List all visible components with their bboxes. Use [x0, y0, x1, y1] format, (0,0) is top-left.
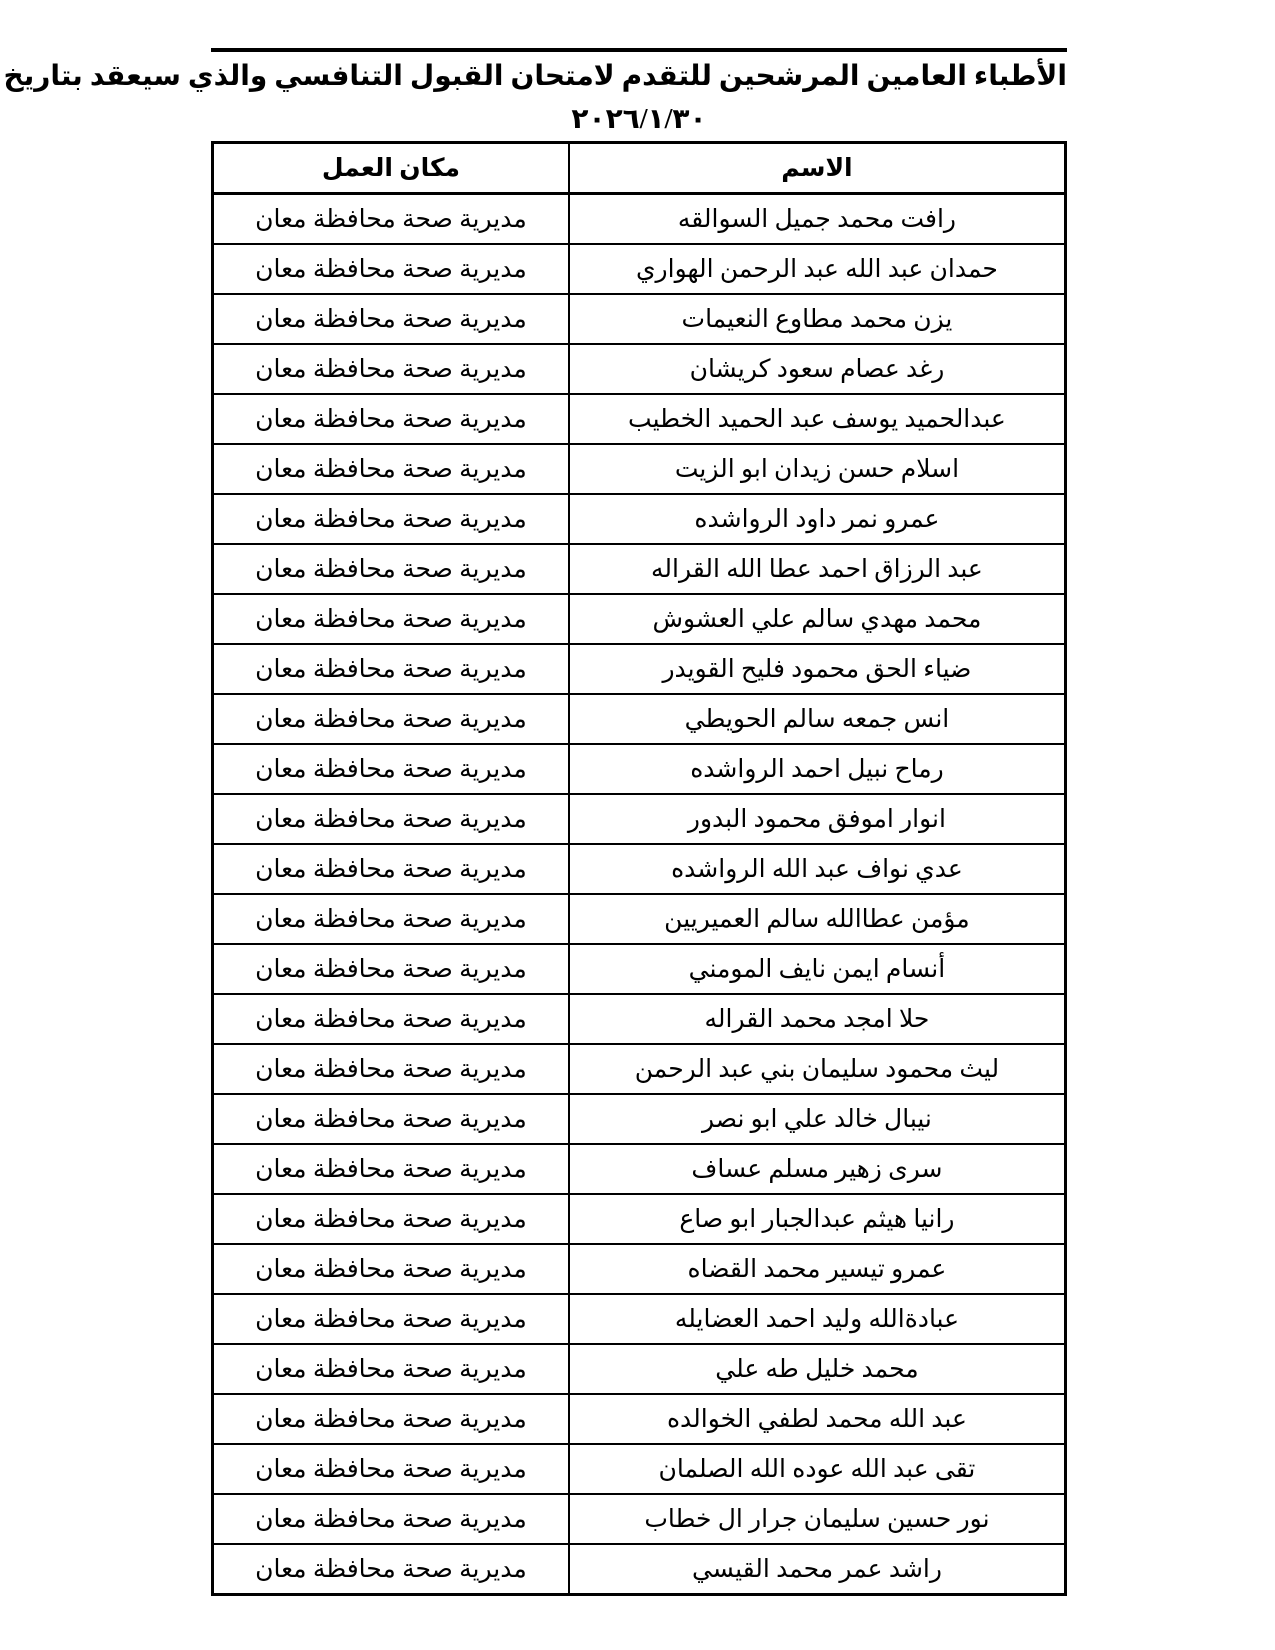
candidate-name-cell: محمد مهدي سالم علي العشوش [569, 594, 1066, 644]
table-row [213, 1494, 1066, 1544]
workplace-cell: مديرية صحة محافظة معان [213, 394, 569, 444]
workplace-cell: مديرية صحة محافظة معان [213, 744, 569, 794]
workplace-cell: مديرية صحة محافظة معان [213, 944, 569, 994]
table-header-row [213, 143, 1066, 194]
workplace-cell: مديرية صحة محافظة معان [213, 344, 569, 394]
candidate-name-cell: راشد عمر محمد القيسي [569, 1544, 1066, 1595]
candidate-name-cell: ليث محمود سليمان بني عبد الرحمن [569, 1044, 1066, 1094]
document-exam-date: ٢٠٢٦/١/٣٠ [571, 104, 707, 135]
candidate-name-cell: عبدالحميد يوسف عبد الحميد الخطيب [569, 394, 1066, 444]
workplace-cell: مديرية صحة محافظة معان [213, 1494, 569, 1544]
candidate-name-cell: عدي نواف عبد الله الرواشده [569, 844, 1066, 894]
workplace-cell: مديرية صحة محافظة معان [213, 894, 569, 944]
candidate-name-cell: عمرو نمر داود الرواشده [569, 494, 1066, 544]
workplace-cell: مديرية صحة محافظة معان [213, 544, 569, 594]
table-row [213, 1394, 1066, 1444]
candidate-name-cell: محمد خليل طه علي [569, 1344, 1066, 1394]
candidate-name-cell: ضياء الحق محمود فليح القويدر [569, 644, 1066, 694]
table-head [213, 143, 1066, 194]
candidate-name-cell: عبد الرزاق احمد عطا الله القراله [569, 544, 1066, 594]
table-row [213, 1094, 1066, 1144]
candidate-name-cell: نيبال خالد علي ابو نصر [569, 1094, 1066, 1144]
candidate-name-cell: نور حسين سليمان جرار ال خطاب [569, 1494, 1066, 1544]
table-row [213, 894, 1066, 944]
table-row [213, 1444, 1066, 1494]
candidate-name-cell: حلا امجد محمد القراله [569, 994, 1066, 1044]
table-row [213, 1344, 1066, 1394]
table-row [213, 344, 1066, 394]
table-row [213, 844, 1066, 894]
workplace-cell: مديرية صحة محافظة معان [213, 1344, 569, 1394]
table-row [213, 994, 1066, 1044]
candidate-name-cell: رماح نبيل احمد الرواشده [569, 744, 1066, 794]
workplace-cell: مديرية صحة محافظة معان [213, 1294, 569, 1344]
workplace-cell: مديرية صحة محافظة معان [213, 244, 569, 294]
workplace-cell: مديرية صحة محافظة معان [213, 1544, 569, 1595]
candidate-name-cell: رغد عصام سعود كريشان [569, 344, 1066, 394]
workplace-cell: مديرية صحة محافظة معان [213, 594, 569, 644]
candidate-name-cell: حمدان عبد الله عبد الرحمن الهواري [569, 244, 1066, 294]
document-title-block [3, 48, 1067, 141]
table-row [213, 1544, 1066, 1595]
document-content [3, 48, 1067, 1596]
workplace-cell: مديرية صحة محافظة معان [213, 1444, 569, 1494]
table-row [213, 1144, 1066, 1194]
workplace-cell: مديرية صحة محافظة معان [213, 294, 569, 344]
workplace-cell: مديرية صحة محافظة معان [213, 994, 569, 1044]
document-title: الأطباء العامين المرشحين للتقدم لامتحان القبول التنافسي والذي سيعقد بتاريخ [3, 61, 1067, 92]
workplace-cell: مديرية صحة محافظة معان [213, 494, 569, 544]
table-row [213, 494, 1066, 544]
workplace-cell: مديرية صحة محافظة معان [213, 844, 569, 894]
column-header-name: الاسم [569, 143, 1066, 194]
table-row [213, 444, 1066, 494]
table-row [213, 394, 1066, 444]
workplace-cell: مديرية صحة محافظة معان [213, 1144, 569, 1194]
candidate-name-cell: أنسام ايمن نايف المومني [569, 944, 1066, 994]
table-row [213, 594, 1066, 644]
workplace-cell: مديرية صحة محافظة معان [213, 444, 569, 494]
workplace-cell: مديرية صحة محافظة معان [213, 694, 569, 744]
table-row [213, 1194, 1066, 1244]
candidate-name-cell: انوار اموفق محمود البدور [569, 794, 1066, 844]
candidate-name-cell: سرى زهير مسلم عساف [569, 1144, 1066, 1194]
candidate-name-cell: عبادةالله وليد احمد العضايله [569, 1294, 1066, 1344]
table-row [213, 794, 1066, 844]
workplace-cell: مديرية صحة محافظة معان [213, 1094, 569, 1144]
workplace-cell: مديرية صحة محافظة معان [213, 194, 569, 245]
table-row [213, 944, 1066, 994]
table-row [213, 294, 1066, 344]
candidate-name-cell: رافت محمد جميل السوالقه [569, 194, 1066, 245]
table-row [213, 244, 1066, 294]
workplace-cell: مديرية صحة محافظة معان [213, 644, 569, 694]
workplace-cell: مديرية صحة محافظة معان [213, 794, 569, 844]
table-row [213, 744, 1066, 794]
table-row [213, 694, 1066, 744]
candidate-name-cell: مؤمن عطاالله سالم العميريين [569, 894, 1066, 944]
candidate-name-cell: اسلام حسن زيدان ابو الزيت [569, 444, 1066, 494]
candidate-name-cell: انس جمعه سالم الحويطي [569, 694, 1066, 744]
table-row [213, 1244, 1066, 1294]
candidate-name-cell: تقى عبد الله عوده الله الصلمان [569, 1444, 1066, 1494]
workplace-cell: مديرية صحة محافظة معان [213, 1394, 569, 1444]
candidate-name-cell: رانيا هيثم عبدالجبار ابو صاع [569, 1194, 1066, 1244]
workplace-cell: مديرية صحة محافظة معان [213, 1044, 569, 1094]
candidates-table [211, 141, 1067, 1596]
table-row [213, 544, 1066, 594]
table-row [213, 1294, 1066, 1344]
candidate-name-cell: عبد الله محمد لطفي الخوالده [569, 1394, 1066, 1444]
candidate-name-cell: يزن محمد مطاوع النعيمات [569, 294, 1066, 344]
table-row [213, 194, 1066, 245]
column-header-workplace: مكان العمل [213, 143, 569, 194]
table-row [213, 1044, 1066, 1094]
workplace-cell: مديرية صحة محافظة معان [213, 1194, 569, 1244]
candidate-name-cell: عمرو تيسير محمد القضاه [569, 1244, 1066, 1294]
table-row [213, 644, 1066, 694]
workplace-cell: مديرية صحة محافظة معان [213, 1244, 569, 1294]
table-body [213, 194, 1066, 1595]
